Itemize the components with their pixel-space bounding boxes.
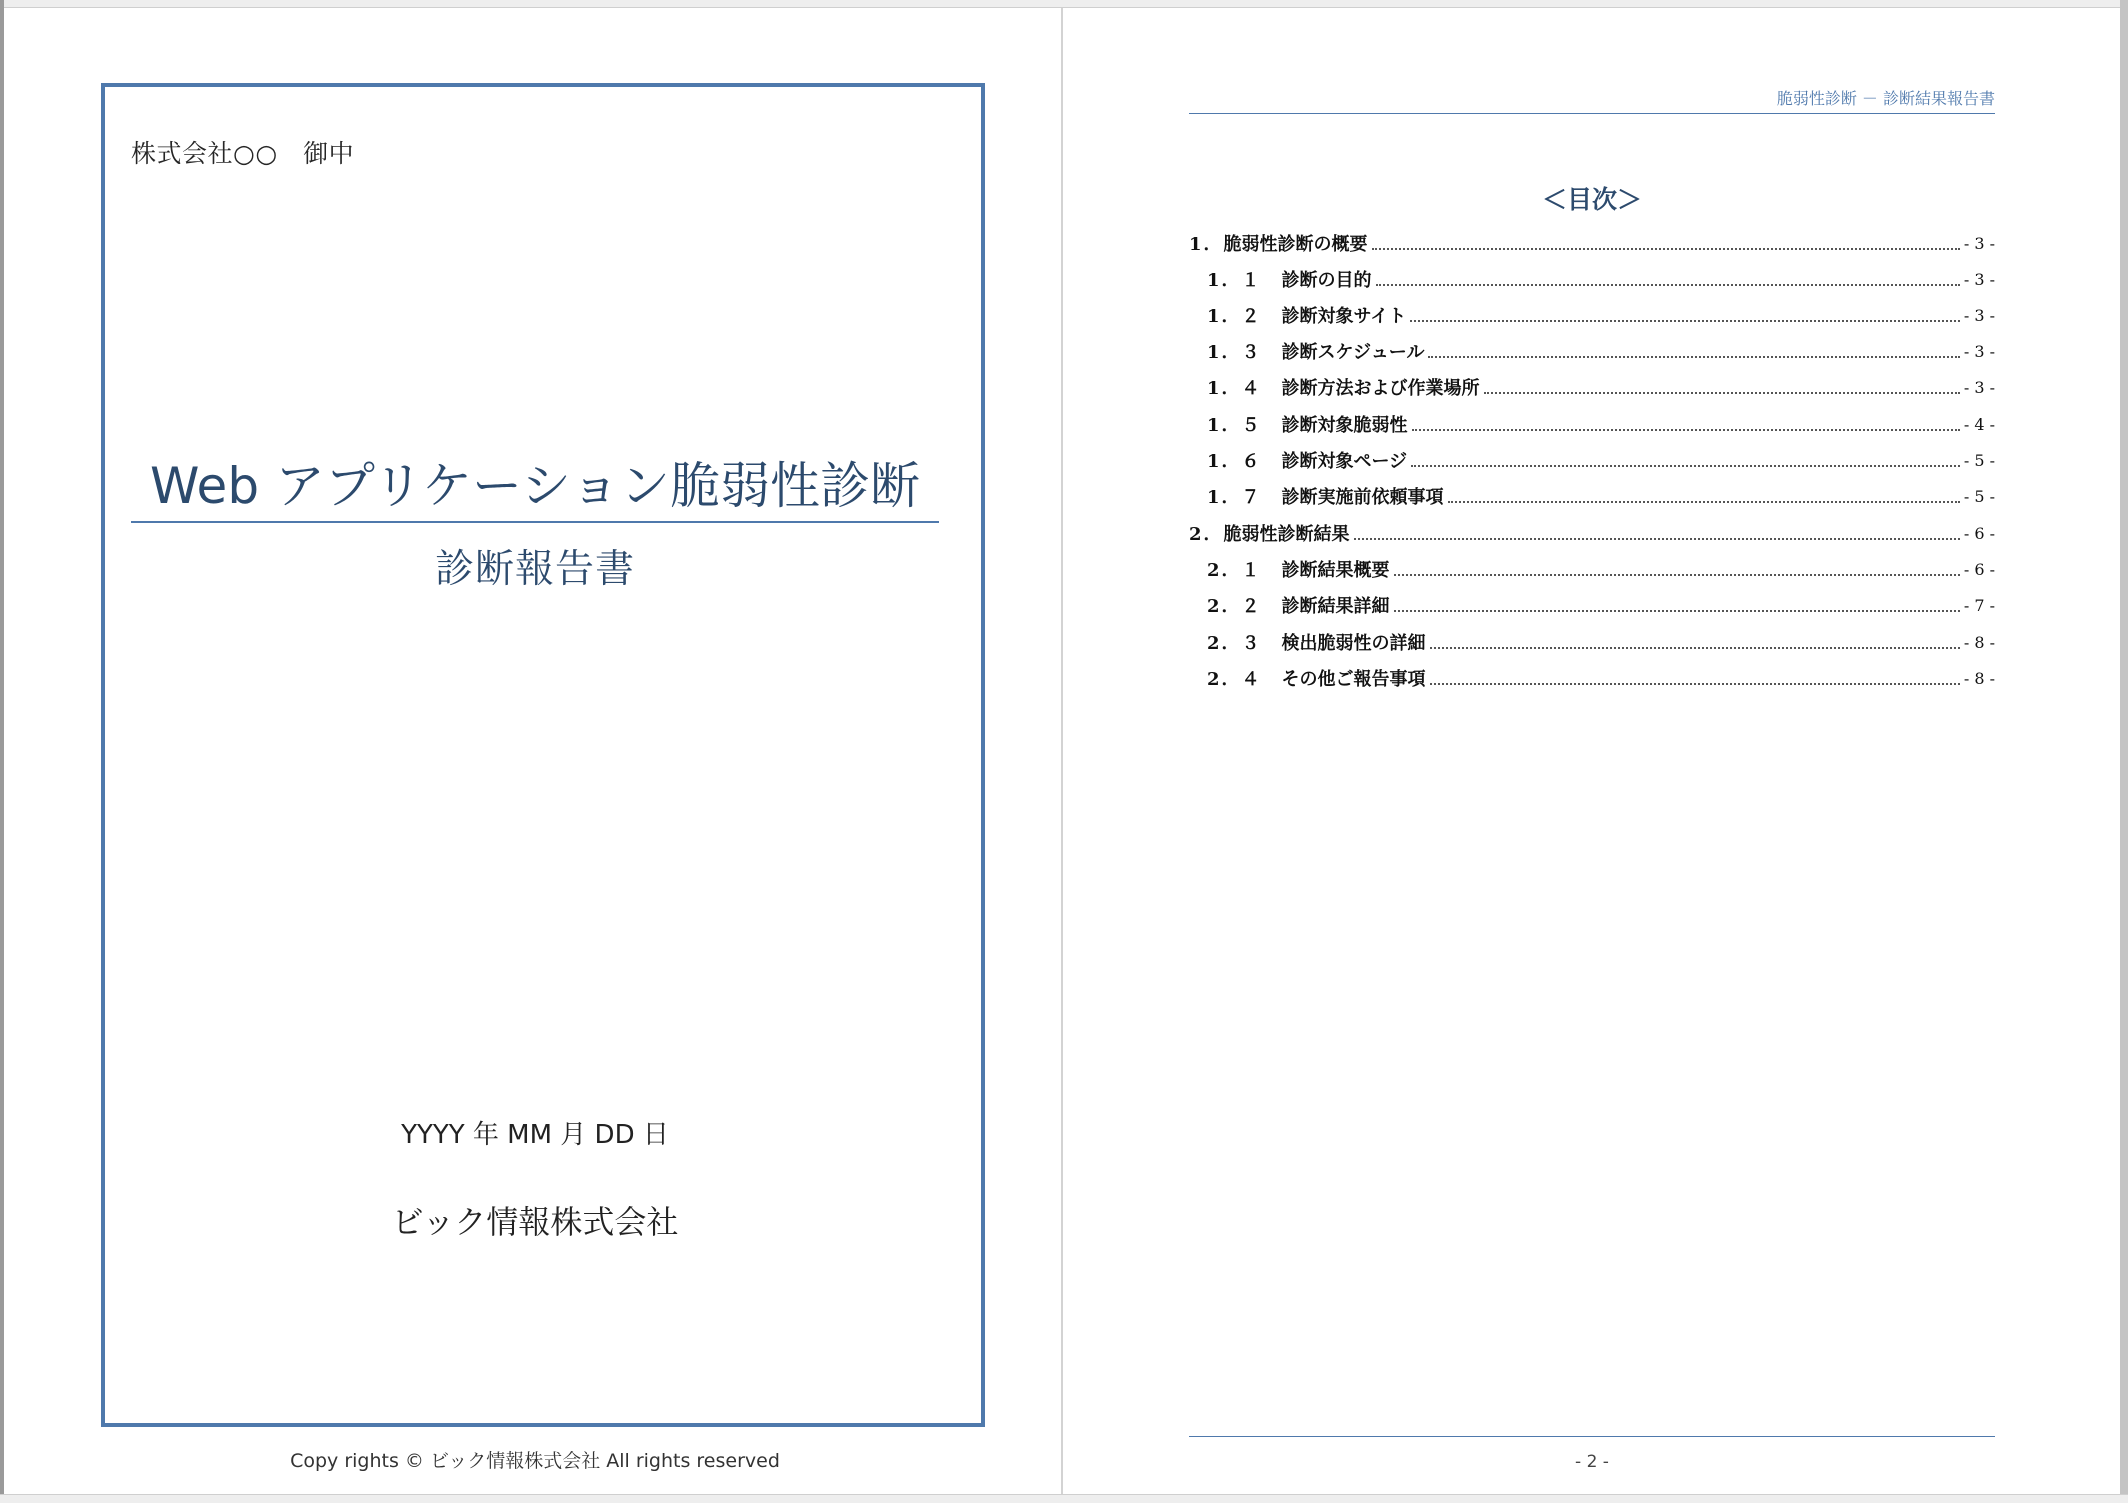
toc-entry-label: 診断方法および作業場所 xyxy=(1281,378,1480,399)
toc-entry-label: 診断結果詳細 xyxy=(1281,596,1390,617)
cover-copyright: Copy rights © ビック情報株式会社 All rights reserved xyxy=(290,1450,780,1472)
toc-entry-number: 1．５ xyxy=(1207,415,1282,436)
toc-entry[interactable] xyxy=(1189,481,1995,511)
toc-entry-number: 2． xyxy=(1189,524,1224,545)
toc-entry-page: - 3 - xyxy=(1963,233,1995,253)
toc-leader-dots xyxy=(1354,538,1960,540)
cover-page xyxy=(4,8,1061,1494)
footer-rule xyxy=(1189,1436,1995,1437)
toc-entry-label: 診断実施前依頼事項 xyxy=(1281,487,1444,508)
toc-leader-dots xyxy=(1412,429,1960,431)
toc-entry-page: - 5 - xyxy=(1963,486,1995,506)
toc-leader-dots xyxy=(1376,284,1960,286)
toc-leader-dots xyxy=(1394,574,1960,576)
toc-entry[interactable] xyxy=(1189,663,1995,693)
cover-company-name: ビック情報株式会社 xyxy=(391,1203,679,1241)
toc-entry[interactable] xyxy=(1189,627,1995,657)
header-rule xyxy=(1189,113,1995,114)
toc-entry[interactable] xyxy=(1189,445,1995,475)
toc-entry-number: 2．３ xyxy=(1207,633,1282,654)
viewer-bottom-edge xyxy=(0,1494,2128,1503)
cover-date: YYYY 年 MM 月 DD 日 xyxy=(401,1120,669,1150)
toc-entry-number: 2．２ xyxy=(1207,596,1282,617)
toc-leader-dots xyxy=(1428,356,1959,358)
toc-entry-page: - 3 - xyxy=(1963,377,1995,397)
toc-entry[interactable] xyxy=(1189,264,1995,294)
toc-leader-dots xyxy=(1410,320,1960,322)
toc-entry-page: - 8 - xyxy=(1963,632,1995,652)
toc-entry-label: その他ご報告事項 xyxy=(1281,669,1426,690)
toc-leader-dots xyxy=(1372,248,1960,250)
toc-entry-page: - 5 - xyxy=(1963,450,1995,470)
cover-subtitle: 診断報告書 xyxy=(434,547,635,592)
viewer-scrollbar[interactable] xyxy=(2120,0,2128,1503)
toc-leader-dots xyxy=(1394,610,1960,612)
cover-title-rule xyxy=(131,521,939,523)
toc-entry[interactable] xyxy=(1189,300,1995,330)
toc-entry-number: 1． xyxy=(1189,234,1224,255)
toc-entry-number: 1．６ xyxy=(1207,451,1282,472)
toc-entry-label: 診断対象ページ xyxy=(1281,451,1408,472)
toc-leader-dots xyxy=(1448,501,1960,503)
toc-entry-page: - 3 - xyxy=(1963,269,1995,289)
toc-entry-page: - 6 - xyxy=(1963,559,1995,579)
toc-entry[interactable] xyxy=(1189,590,1995,620)
viewer-top-edge xyxy=(0,0,2128,8)
toc-entry-label: 検出脆弱性の詳細 xyxy=(1281,633,1426,654)
toc-entry-label: 診断結果概要 xyxy=(1281,560,1390,581)
toc-entry-number: 2．４ xyxy=(1207,669,1282,690)
toc-entry-label: 診断スケジュール xyxy=(1281,342,1425,363)
page-number: - 2 - xyxy=(1575,1452,1609,1472)
toc-entry-label: 診断対象脆弱性 xyxy=(1281,415,1408,436)
toc-entry[interactable] xyxy=(1189,228,1995,258)
toc-entry-page: - 7 - xyxy=(1963,595,1995,615)
toc-entry-number: 1．４ xyxy=(1207,378,1282,399)
toc-heading: ＜目次＞ xyxy=(1541,185,1642,214)
toc-entry-number: 1．２ xyxy=(1207,306,1282,327)
toc-entry-number: 1．３ xyxy=(1207,342,1282,363)
toc-leader-dots xyxy=(1430,683,1960,685)
toc-entry-page: - 4 - xyxy=(1963,414,1995,434)
cover-title: Web アプリケーション脆弱性診断 xyxy=(150,457,920,515)
toc-entry[interactable] xyxy=(1189,554,1995,584)
toc-entry-number: 2．１ xyxy=(1207,560,1282,581)
running-header: 脆弱性診断 － 診断結果報告書 xyxy=(1776,89,1995,108)
toc-entry-label: 診断対象サイト xyxy=(1281,306,1407,327)
toc-entry-label: 脆弱性診断の概要 xyxy=(1223,234,1368,255)
toc-leader-dots xyxy=(1430,647,1960,649)
toc-entry[interactable] xyxy=(1189,518,1995,548)
toc-entry-label: 診断の目的 xyxy=(1281,270,1372,291)
toc-entry-page: - 3 - xyxy=(1963,341,1995,361)
toc-entry-number: 1．７ xyxy=(1207,487,1282,508)
toc-entry-label: 脆弱性診断結果 xyxy=(1223,524,1350,545)
toc-entry-page: - 6 - xyxy=(1963,523,1995,543)
toc-entry-page: - 8 - xyxy=(1963,668,1995,688)
toc-leader-dots xyxy=(1484,392,1960,394)
toc-page xyxy=(1063,8,2120,1494)
cover-recipient: 株式会社○○ 御中 xyxy=(131,139,355,168)
toc-leader-dots xyxy=(1411,465,1960,467)
toc-entry-number: 1．１ xyxy=(1207,270,1282,291)
toc-entry-page: - 3 - xyxy=(1963,305,1995,325)
toc-entry[interactable] xyxy=(1189,336,1995,366)
toc-entry[interactable] xyxy=(1189,409,1995,439)
toc-entry[interactable] xyxy=(1189,372,1995,402)
